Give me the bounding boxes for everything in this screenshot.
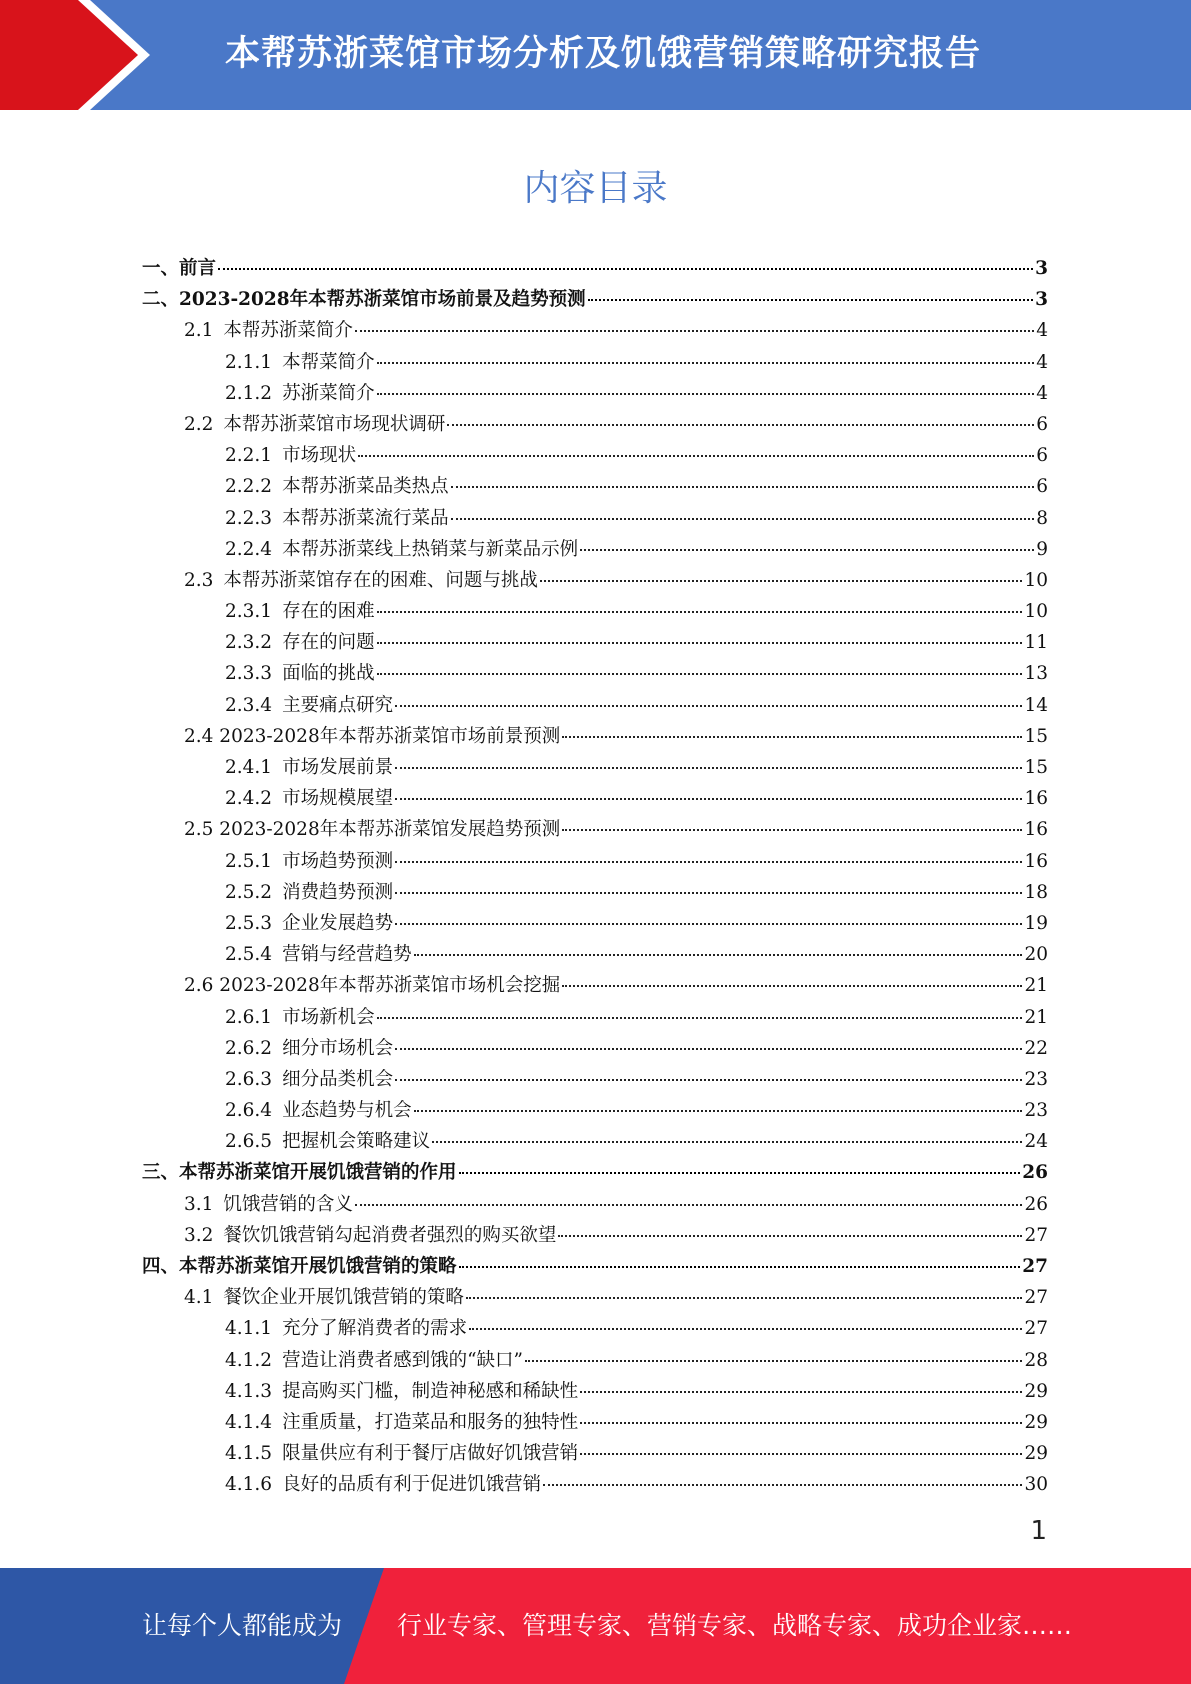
toc-entry-page: 3: [1035, 258, 1048, 279]
toc-entry-page: 18: [1024, 881, 1048, 903]
toc-entry[interactable]: [142, 504, 1048, 535]
toc-entry-label: 本帮苏浙菜馆存在的困难、问题与挑战: [223, 569, 538, 591]
toc-entry[interactable]: [142, 909, 1048, 940]
toc-entry-number: 2.5.4: [225, 944, 273, 966]
toc-entry-number: 2.5.1: [225, 850, 273, 872]
toc-entry[interactable]: [142, 1408, 1048, 1439]
toc-entry-label: 业态趋势与机会: [282, 1100, 412, 1122]
toc-dot-leader: [447, 424, 1034, 426]
toc-entry-label: 2.5 2023-2028年本帮苏浙菜馆发展趋势预测: [184, 819, 561, 841]
toc-entry-title: [225, 1470, 541, 1496]
toc-entry-number: 2.1.1: [225, 351, 273, 373]
toc-entry-number: 2.6.5: [225, 1131, 273, 1153]
toc-entry-page: 13: [1024, 663, 1048, 685]
toc-entry-page: 29: [1024, 1380, 1048, 1402]
toc-entry-page: 16: [1024, 819, 1048, 841]
toc-entry-page: 8: [1036, 507, 1048, 529]
table-of-contents: [142, 254, 1048, 1502]
toc-entry-title: [225, 691, 393, 717]
toc-entry-label: 注重质量，打造菜品和服务的独特性: [282, 1411, 579, 1433]
toc-entry-title: [184, 410, 445, 436]
toc-dot-leader: [540, 580, 1023, 582]
toc-entry-page: 24: [1024, 1131, 1048, 1153]
toc-dot-leader: [562, 736, 1022, 738]
toc-entry-page: 6: [1036, 445, 1048, 467]
toc-entry[interactable]: [142, 753, 1048, 784]
toc-entry-title: [225, 847, 393, 873]
toc-entry-number: 2.4.1: [225, 757, 273, 778]
toc-entry[interactable]: [142, 1314, 1048, 1345]
toc-entry-label: 三、本帮苏浙菜馆开展饥饿营销的作用: [142, 1162, 457, 1184]
toc-entry-label: 良好的品质有利于促进饥饿营销: [282, 1474, 542, 1496]
toc-dot-leader: [543, 1484, 1022, 1486]
toc-entry-label: 2.4 2023-2028年本帮苏浙菜馆市场前景预测: [184, 725, 561, 747]
toc-dot-leader: [432, 1141, 1022, 1143]
toc-entry-title: [184, 1190, 353, 1216]
toc-entry-page: 16: [1024, 788, 1048, 810]
toc-entry-page: 27: [1024, 1224, 1048, 1246]
toc-entry-page: 22: [1024, 1037, 1048, 1059]
toc-entry-title: [225, 348, 375, 374]
toc-entry[interactable]: [142, 379, 1048, 410]
toc-entry[interactable]: [142, 1346, 1048, 1377]
toc-entry-label: 本帮苏浙菜流行菜品: [282, 507, 449, 529]
toc-entry[interactable]: [142, 597, 1048, 628]
toc-dot-leader: [588, 299, 1033, 301]
toc-dot-leader: [395, 861, 1022, 863]
toc-entry-label: 饥饿营销的含义: [223, 1193, 353, 1215]
toc-entry-number: 2.2.1: [225, 445, 273, 467]
toc-entry-title: [142, 285, 586, 311]
toc-dot-leader: [580, 549, 1034, 551]
toc-entry-number: 2.1: [184, 320, 214, 342]
toc-dot-leader: [562, 829, 1022, 831]
toc-entry[interactable]: [142, 691, 1048, 722]
toc-entry-page: 4: [1036, 351, 1048, 373]
toc-dot-leader: [469, 1328, 1022, 1330]
toc-entry-page: 23: [1024, 1100, 1048, 1122]
toc-dot-leader: [525, 1360, 1022, 1362]
toc-dot-leader: [580, 1391, 1022, 1393]
toc-entry-page: 16: [1024, 850, 1048, 872]
toc-entry-label: 市场发展前景: [282, 757, 394, 778]
toc-entry-number: 4.1.5: [225, 1443, 273, 1465]
toc-entry-page: 26: [1022, 1162, 1048, 1184]
toc-entry-page: 11: [1024, 632, 1048, 654]
toc-entry-number: 2.6.4: [225, 1100, 273, 1122]
toc-entry-page: 14: [1024, 694, 1048, 716]
toc-entry-number: 2.2.3: [225, 507, 273, 529]
toc-dot-leader: [395, 892, 1022, 894]
toc-dot-leader: [395, 798, 1022, 800]
toc-entry-number: 2.1.2: [225, 382, 273, 404]
toc-entry[interactable]: [142, 784, 1048, 815]
footer-slogan-right: 行业专家、管理专家、营销专家、战略专家、成功企业家……: [397, 1611, 1073, 1640]
toc-dot-leader: [414, 1110, 1023, 1112]
toc-entry-page: 4: [1036, 320, 1048, 342]
toc-dot-leader: [377, 642, 1023, 644]
toc-entry[interactable]: [142, 659, 1048, 690]
toc-entry-label: 本帮菜简介: [282, 351, 375, 373]
toc-dot-leader: [218, 268, 1033, 270]
toc-entry-label: 营销与经营趋势: [282, 944, 412, 966]
toc-entry[interactable]: [142, 815, 1048, 846]
toc-entry-label: 市场新机会: [282, 1006, 375, 1028]
toc-entry-number: 2.6.3: [225, 1068, 273, 1090]
toc-entry-title: [225, 753, 393, 779]
toc-entry-label: 存在的问题: [282, 632, 375, 654]
toc-dot-leader: [414, 954, 1023, 956]
report-title: 本帮苏浙菜馆市场分析及饥饿营销策略研究报告: [225, 34, 982, 74]
toc-entry-page: 9: [1036, 538, 1048, 560]
toc-entry-title: [225, 1314, 467, 1340]
toc-entry-title: [142, 1252, 457, 1278]
toc-entry-title: [184, 1283, 464, 1309]
toc-entry-title: [184, 1221, 556, 1247]
toc-entry-label: 细分市场机会: [282, 1037, 394, 1059]
toc-entry-title: [184, 722, 560, 748]
toc-entry-title: [142, 1158, 457, 1184]
toc-dot-leader: [377, 1017, 1023, 1019]
toc-entry-page: 30: [1024, 1474, 1048, 1496]
toc-entry-title: [225, 441, 356, 467]
toc-entry-number: 4.1.1: [225, 1318, 273, 1340]
toc-entry-page: 15: [1024, 757, 1048, 778]
toc-entry-label: 本帮苏浙菜馆市场现状调研: [223, 413, 446, 435]
toc-entry-label: 本帮苏浙菜品类热点: [282, 476, 449, 498]
toc-entry-number: 2.3: [184, 569, 214, 591]
toc-entry-title: [225, 628, 375, 654]
toc-entry[interactable]: [142, 285, 1048, 316]
toc-entry-title: [142, 254, 216, 280]
toc-entry[interactable]: [142, 1003, 1048, 1034]
toc-entry-number: 2.3.2: [225, 632, 273, 654]
toc-entry-label: 提高购买门槛，制造神秘感和稀缺性: [282, 1380, 579, 1402]
toc-entry[interactable]: [142, 722, 1048, 753]
toc-dot-leader: [377, 611, 1023, 613]
toc-entry-number: 2.6.2: [225, 1037, 273, 1059]
toc-entry-page: 21: [1024, 1006, 1048, 1028]
toc-entry-number: 4.1: [184, 1287, 214, 1309]
toc-entry-label: 苏浙菜简介: [282, 382, 375, 404]
toc-entry-title: [225, 1127, 430, 1153]
toc-entry-label: 市场现状: [282, 445, 357, 467]
toc-dot-leader: [395, 767, 1022, 769]
toc-entry[interactable]: [142, 1065, 1048, 1096]
toc-entry[interactable]: [142, 1221, 1048, 1252]
footer-slogan-left: 让每个人都能成为: [142, 1611, 343, 1640]
toc-entry-title: [184, 316, 353, 342]
toc-entry-page: 20: [1024, 944, 1048, 966]
toc-entry[interactable]: [142, 847, 1048, 878]
toc-entry-page: 10: [1024, 601, 1048, 623]
toc-dot-leader: [377, 362, 1035, 364]
toc-entry-title: [225, 1377, 578, 1403]
toc-entry-page: 10: [1024, 569, 1048, 591]
toc-dot-leader: [395, 1048, 1022, 1050]
toc-entry-label: 消费趋势预测: [282, 881, 394, 903]
toc-entry-title: [225, 1065, 393, 1091]
toc-entry-number: 2.3.1: [225, 601, 273, 623]
toc-entry-page: 4: [1036, 382, 1048, 404]
toc-entry-label: 面临的挑战: [282, 663, 375, 685]
toc-entry-label: 市场趋势预测: [282, 850, 394, 872]
toc-entry[interactable]: [142, 1252, 1048, 1283]
toc-entry-label: 存在的困难: [282, 601, 375, 623]
toc-dot-leader: [451, 486, 1035, 488]
toc-entry-label: 餐饮企业开展饥饿营销的策略: [223, 1287, 464, 1309]
toc-entry-page: 15: [1024, 725, 1048, 747]
toc-entry-page: 6: [1036, 476, 1048, 498]
toc-entry-label: 餐饮饥饿营销勾起消费者强烈的购买欲望: [223, 1224, 557, 1246]
toc-entry-page: 3: [1035, 289, 1048, 311]
toc-entry-title: [225, 940, 412, 966]
toc-entry[interactable]: [142, 410, 1048, 441]
toc-entry-label: 限量供应有利于餐厅店做好饥饿营销: [282, 1443, 579, 1465]
toc-entry[interactable]: [142, 348, 1048, 379]
toc-dot-leader: [562, 985, 1022, 987]
toc-dot-leader: [355, 330, 1034, 332]
toc-entry[interactable]: [142, 1034, 1048, 1065]
toc-entry[interactable]: [142, 316, 1048, 347]
toc-entry-label: 本帮苏浙菜线上热销菜与新菜品示例: [282, 538, 579, 560]
toc-dot-leader: [395, 923, 1022, 925]
toc-entry-title: [184, 566, 538, 592]
toc-entry-number: 4.1.4: [225, 1411, 273, 1433]
toc-entry-title: [225, 659, 375, 685]
toc-entry-title: [225, 472, 449, 498]
toc-entry-number: 2.4.2: [225, 788, 273, 810]
toc-entry[interactable]: [142, 940, 1048, 971]
toc-entry-page: 21: [1024, 975, 1048, 997]
toc-entry-page: 29: [1024, 1411, 1048, 1433]
toc-entry[interactable]: [142, 254, 1048, 285]
toc-entry-page: 26: [1024, 1193, 1048, 1215]
toc-entry-number: 2.2.4: [225, 538, 273, 560]
toc-entry-label: 充分了解消费者的需求: [282, 1318, 468, 1340]
footer-banner: [0, 1568, 1191, 1684]
toc-entry-title: [225, 1003, 375, 1029]
toc-entry-title: [225, 909, 393, 935]
toc-entry-title: [225, 1096, 412, 1122]
header-banner: [0, 0, 1191, 110]
toc-entry-title: [225, 878, 393, 904]
toc-entry-title: [184, 815, 560, 841]
toc-entry[interactable]: [142, 1190, 1048, 1221]
toc-entry[interactable]: [142, 628, 1048, 659]
toc-entry-title: [225, 1408, 578, 1434]
toc-entry-number: 2.3.3: [225, 663, 273, 685]
toc-entry[interactable]: [142, 878, 1048, 909]
toc-dot-leader: [459, 1266, 1021, 1268]
toc-entry-label: 企业发展趋势: [282, 912, 394, 934]
toc-entry[interactable]: [142, 535, 1048, 566]
toc-entry[interactable]: [142, 1158, 1048, 1189]
toc-entry-page: 27: [1024, 1318, 1048, 1340]
toc-entry-number: 2.5.2: [225, 881, 273, 903]
toc-entry-title: [225, 535, 578, 561]
toc-entry-title: [225, 597, 375, 623]
toc-entry-page: 23: [1024, 1068, 1048, 1090]
toc-entry-label: 2.6 2023-2028年本帮苏浙菜馆市场机会挖掘: [184, 975, 561, 997]
toc-entry-title: [225, 784, 393, 810]
toc-entry[interactable]: [142, 441, 1048, 472]
toc-dot-leader: [558, 1235, 1022, 1237]
toc-entry[interactable]: [142, 1127, 1048, 1158]
toc-entry-label: 市场规模展望: [282, 788, 394, 810]
toc-heading: 内容目录: [523, 168, 668, 209]
toc-entry-label: 本帮苏浙菜简介: [223, 320, 353, 342]
toc-entry-label: 四、本帮苏浙菜馆开展饥饿营销的策略: [142, 1256, 457, 1277]
toc-entry-number: 2.2: [184, 413, 214, 435]
header-red-arrow-shape: [0, 0, 150, 110]
toc-entry[interactable]: [142, 1377, 1048, 1408]
page-number: 1: [1030, 1516, 1047, 1546]
toc-entry-number: 4.1.2: [225, 1349, 273, 1371]
toc-entry-title: [225, 1034, 393, 1060]
toc-entry-title: [225, 504, 449, 530]
toc-dot-leader: [377, 393, 1035, 395]
toc-entry-title: [225, 1439, 578, 1465]
toc-entry-page: 19: [1024, 912, 1048, 934]
toc-entry[interactable]: [142, 566, 1048, 597]
toc-dot-leader: [580, 1422, 1022, 1424]
toc-dot-leader: [395, 1079, 1022, 1081]
toc-entry[interactable]: [142, 1470, 1048, 1501]
toc-entry-number: 3.1: [184, 1193, 214, 1215]
toc-entry-label: 一、前言: [142, 258, 217, 279]
toc-entry[interactable]: [142, 1439, 1048, 1470]
toc-entry-label: 二、2023-2028年本帮苏浙菜馆市场前景及趋势预测: [142, 289, 586, 311]
toc-dot-leader: [466, 1297, 1023, 1299]
toc-dot-leader: [395, 705, 1022, 707]
toc-entry-label: 营造让消费者感到饿的“缺口”: [282, 1349, 523, 1371]
toc-entry-page: 6: [1036, 413, 1048, 435]
toc-entry-title: [225, 1346, 523, 1372]
toc-entry-number: 2.2.2: [225, 476, 273, 498]
toc-entry-page: 29: [1024, 1443, 1048, 1465]
toc-entry-number: 2.5.3: [225, 912, 273, 934]
toc-entry-label: 主要痛点研究: [282, 694, 394, 716]
toc-entry-title: [225, 379, 375, 405]
toc-entry-label: 把握机会策略建议: [282, 1131, 431, 1153]
toc-entry-number: 4.1.3: [225, 1380, 273, 1402]
toc-dot-leader: [459, 1172, 1021, 1174]
toc-entry-page: 27: [1024, 1287, 1048, 1309]
toc-entry[interactable]: [142, 1096, 1048, 1127]
toc-dot-leader: [377, 673, 1023, 675]
toc-entry-label: 细分品类机会: [282, 1068, 394, 1090]
toc-entry-page: 27: [1022, 1256, 1048, 1277]
toc-entry[interactable]: [142, 971, 1048, 1002]
toc-dot-leader: [355, 1204, 1023, 1206]
toc-entry-number: 3.2: [184, 1224, 214, 1246]
toc-entry-title: [184, 971, 560, 997]
toc-entry-number: 2.6.1: [225, 1006, 273, 1028]
toc-dot-leader: [580, 1453, 1022, 1455]
toc-entry-page: 28: [1024, 1349, 1048, 1371]
toc-dot-leader: [358, 455, 1034, 457]
toc-entry[interactable]: [142, 472, 1048, 503]
toc-entry-number: 4.1.6: [225, 1474, 273, 1496]
toc-dot-leader: [451, 518, 1035, 520]
toc-entry[interactable]: [142, 1283, 1048, 1314]
toc-entry-number: 2.3.4: [225, 694, 273, 716]
